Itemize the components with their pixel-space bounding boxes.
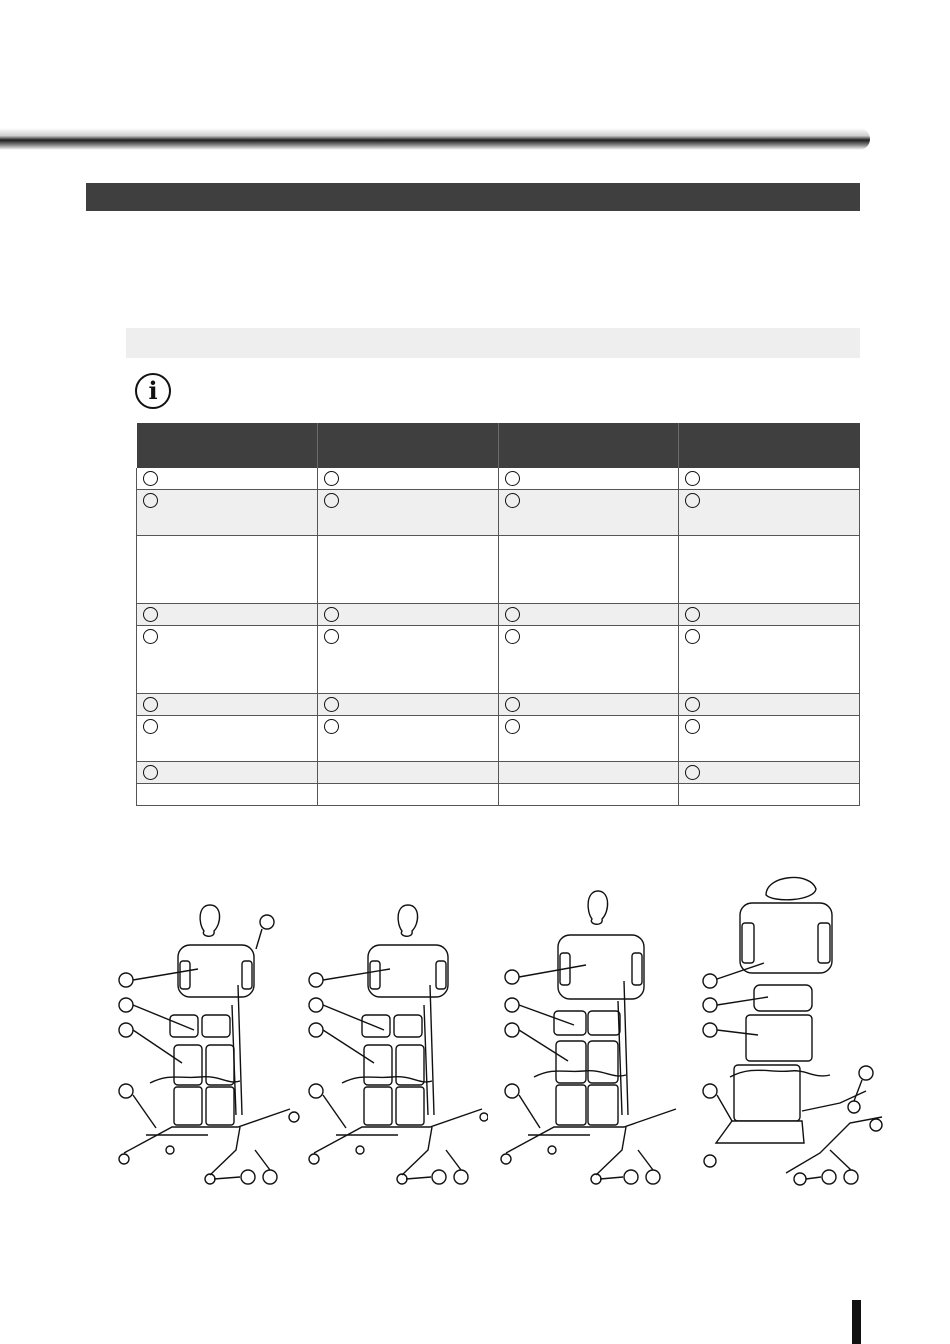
table-row (137, 536, 860, 604)
item-number-marker (685, 719, 700, 734)
item-number-marker (685, 607, 700, 622)
table-cell (679, 694, 860, 716)
item-number-marker (143, 607, 158, 622)
table-cell (137, 536, 318, 604)
table-cell (679, 716, 860, 762)
table-row (137, 716, 860, 762)
column-header (679, 423, 860, 468)
item-number-marker (324, 719, 339, 734)
table-cell (137, 490, 318, 536)
table-cell (137, 694, 318, 716)
column-header (317, 423, 498, 468)
table-cell (498, 468, 679, 490)
table-cell (679, 536, 860, 604)
item-number-marker (685, 471, 700, 486)
item-number-marker (143, 493, 158, 508)
table-cell (679, 490, 860, 536)
item-number-marker (685, 697, 700, 712)
standing-frame-drawing (690, 865, 890, 1195)
table-cell (317, 490, 498, 536)
item-number-marker (143, 765, 158, 780)
table-row (137, 784, 860, 806)
standing-frame-size-3 (488, 865, 678, 1195)
table-cell (498, 626, 679, 694)
section-title-bar (86, 183, 860, 211)
table-cell (498, 716, 679, 762)
item-number-marker (324, 471, 339, 486)
table-cell (137, 784, 318, 806)
table-header-row (137, 423, 860, 468)
specification-table (136, 423, 860, 806)
table-cell (317, 694, 498, 716)
item-number-marker (685, 765, 700, 780)
header-band (0, 128, 870, 150)
table-cell (498, 536, 679, 604)
item-number-marker (685, 493, 700, 508)
table-cell (317, 762, 498, 784)
table-cell (498, 762, 679, 784)
item-number-marker (324, 493, 339, 508)
item-number-marker (143, 471, 158, 486)
table-cell (137, 468, 318, 490)
table-row (137, 694, 860, 716)
table-cell (137, 626, 318, 694)
table-row (137, 626, 860, 694)
item-number-marker (685, 629, 700, 644)
subsection-title-bar (126, 328, 860, 358)
info-icon: i (135, 373, 171, 409)
item-number-marker (324, 629, 339, 644)
table-cell (679, 762, 860, 784)
table-row (137, 762, 860, 784)
column-header (498, 423, 679, 468)
table-cell (137, 604, 318, 626)
item-number-marker (505, 493, 520, 508)
table-cell (679, 604, 860, 626)
standing-frame-size-1 (110, 865, 300, 1195)
item-number-marker (143, 629, 158, 644)
item-number-marker (505, 697, 520, 712)
table-cell (679, 626, 860, 694)
item-number-marker (324, 697, 339, 712)
item-number-marker (505, 471, 520, 486)
table-cell (317, 536, 498, 604)
item-number-marker (143, 697, 158, 712)
item-number-marker (505, 607, 520, 622)
table-cell (498, 694, 679, 716)
table-cell (137, 716, 318, 762)
table-cell (317, 784, 498, 806)
standing-frame-drawing (110, 865, 300, 1195)
table-row (137, 604, 860, 626)
item-number-marker (505, 629, 520, 644)
item-number-marker (143, 719, 158, 734)
item-number-marker (505, 719, 520, 734)
table-row (137, 468, 860, 490)
table-cell (317, 468, 498, 490)
column-header (137, 423, 318, 468)
table-cell (137, 762, 318, 784)
table-cell (498, 784, 679, 806)
table-cell (317, 716, 498, 762)
page-tab-marker (852, 1300, 861, 1344)
table-cell (317, 604, 498, 626)
table-cell (498, 490, 679, 536)
standing-frame-drawing (298, 865, 488, 1195)
item-number-marker (324, 607, 339, 622)
table-cell (317, 626, 498, 694)
table-row (137, 490, 860, 536)
standing-frame-size-2 (298, 865, 488, 1195)
table-cell (679, 784, 860, 806)
standing-frame-drawing (488, 865, 678, 1195)
table-cell (498, 604, 679, 626)
standing-frame-size-4 (690, 865, 880, 1195)
table-cell (679, 468, 860, 490)
